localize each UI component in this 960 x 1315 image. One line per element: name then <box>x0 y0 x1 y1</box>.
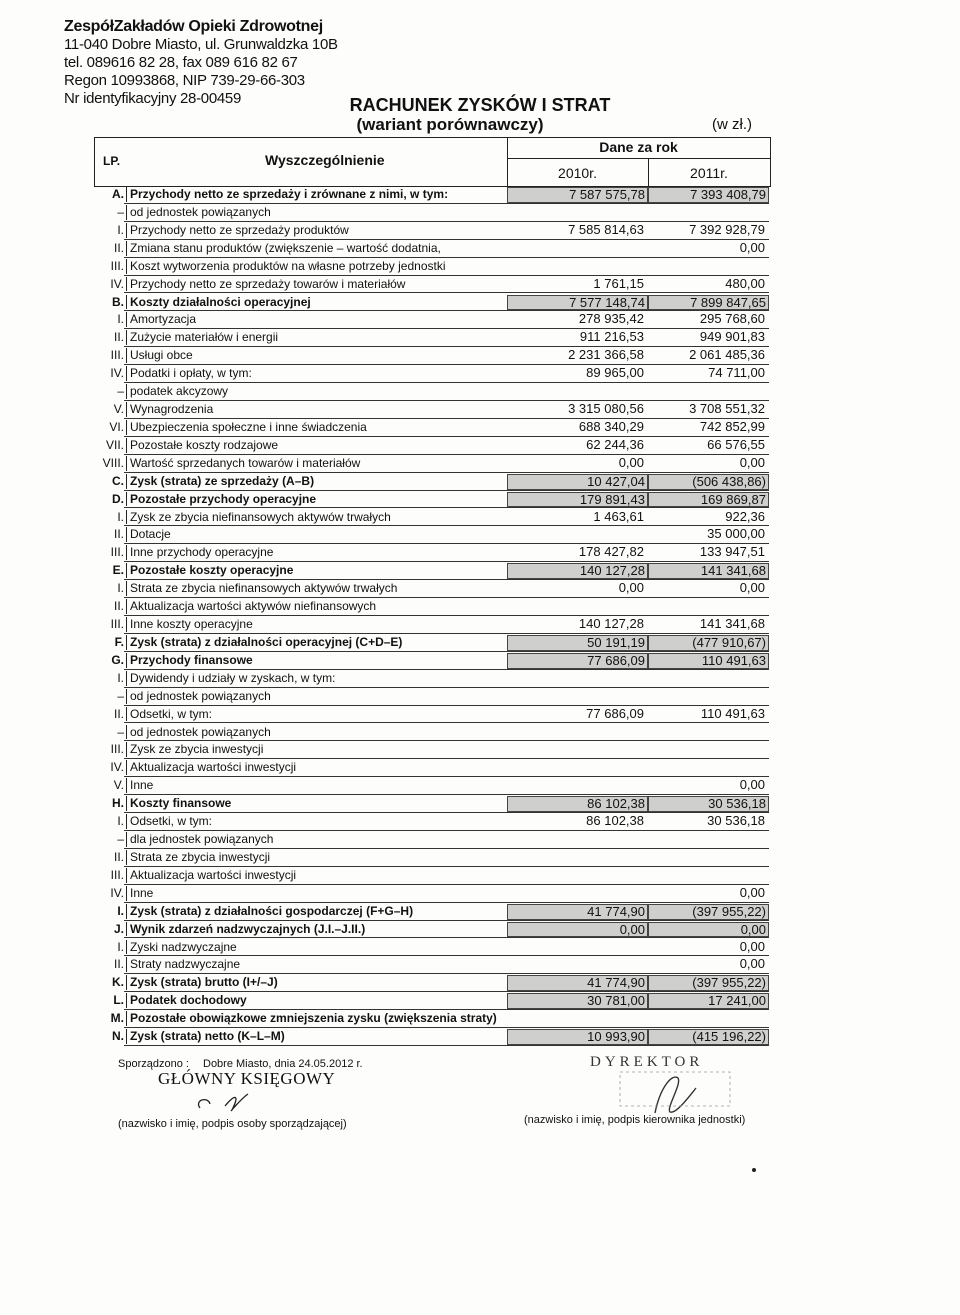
table-row <box>94 258 769 276</box>
row-code: III. <box>110 348 124 363</box>
row-divider <box>124 1045 769 1046</box>
value-2010: 688 340,29 <box>578 418 644 434</box>
table-row <box>94 939 769 957</box>
value-2010: 10 993,90 <box>507 1029 648 1045</box>
row-code: – <box>117 688 124 703</box>
table-row <box>94 759 769 777</box>
row-code: B. <box>112 294 124 309</box>
org-id: Nr identyfikacyjny 28-00459 <box>64 90 241 107</box>
value-2010: 86 102,38 <box>507 796 648 812</box>
row-description: Odsetki, w tym: <box>126 707 212 722</box>
row-description: Przychody netto ze sprzedaży produktów <box>126 223 349 238</box>
caption-left: (nazwisko i imię, podpis osoby sporządzającej) <box>118 1118 347 1130</box>
row-code: – <box>117 204 124 219</box>
value-2010 <box>507 940 646 954</box>
table-row <box>94 222 769 240</box>
row-code: III. <box>110 867 124 882</box>
value-2011: 110 491,63 <box>648 653 769 669</box>
value-2010: 7 577 148,74 <box>507 295 648 311</box>
table-row <box>94 419 769 437</box>
value-2011 <box>648 384 767 398</box>
row-description: Zyski nadzwyczajne <box>126 940 237 955</box>
value-2010 <box>507 957 646 971</box>
row-description: Pozostałe koszty rodzajowe <box>126 438 278 453</box>
chief-accountant-stamp: GŁÓWNY KSIĘGOWY <box>158 1069 336 1088</box>
value-2010 <box>507 527 646 541</box>
row-description: Zysk (strata) z działalności operacyjnej (C+D–E) <box>126 635 402 650</box>
value-2011: 2 061 485,36 <box>689 347 765 363</box>
row-description: Aktualizacja wartości aktywów niefinansowych <box>126 599 376 614</box>
value-2011: (397 955,22) <box>648 975 769 991</box>
value-2010: 77 686,09 <box>507 653 648 669</box>
table-row <box>94 240 769 258</box>
row-description: Wynagrodzenia <box>126 402 213 417</box>
value-2010: 278 935,42 <box>578 311 644 327</box>
value-2011: 30 536,18 <box>707 813 765 829</box>
value-2011 <box>648 742 767 756</box>
row-code: I. <box>117 903 124 918</box>
value-2011: 0,00 <box>739 884 765 900</box>
row-code: N. <box>112 1029 124 1044</box>
row-description: Zysk (strata) ze sprzedaży (A–B) <box>126 474 314 489</box>
row-code: VI. <box>109 419 124 434</box>
header-data-period: Dane za rok <box>599 139 678 155</box>
value-2011: (477 910,67) <box>648 635 769 651</box>
row-description: Strata ze zbycia niefinansowych aktywów trwałych <box>126 581 397 596</box>
table-row <box>94 473 769 491</box>
org-name: ZespółZakładów Opieki Zdrowotnej <box>64 18 323 35</box>
value-2010: 1 463,61 <box>593 508 644 524</box>
table-row <box>94 795 769 813</box>
row-description: Pozostałe koszty operacyjne <box>126 563 293 578</box>
value-2011 <box>648 689 767 703</box>
row-code: II. <box>113 599 124 614</box>
row-description: Aktualizacja wartości inwestycji <box>126 760 296 775</box>
row-code: F. <box>114 634 124 649</box>
row-description: od jednostek powiązanych <box>126 725 271 740</box>
value-2010: 86 102,38 <box>586 813 644 829</box>
value-2011: 0,00 <box>648 922 769 938</box>
value-2011: 141 341,68 <box>648 563 769 579</box>
value-2010 <box>507 832 646 846</box>
value-2011: 949 901,83 <box>699 329 765 345</box>
signature-left <box>180 1088 290 1118</box>
value-2010: 62 244,36 <box>586 436 644 452</box>
value-2010 <box>507 689 646 703</box>
signature-right <box>600 1068 740 1118</box>
row-description: Amortyzacja <box>126 312 196 327</box>
row-code: IV. <box>110 760 124 775</box>
value-2011: 3 708 551,32 <box>689 401 765 416</box>
row-code: J. <box>113 921 124 936</box>
value-2011 <box>648 205 767 219</box>
value-2010: 3 315 080,56 <box>568 401 644 416</box>
row-code: I. <box>117 939 124 954</box>
header-year-2011: 2011r. <box>690 165 728 181</box>
row-code: IV. <box>110 885 124 900</box>
row-description: Pozostałe przychody operacyjne <box>126 492 316 507</box>
currency-unit: (w zł.) <box>712 116 752 133</box>
row-code: II. <box>113 849 124 864</box>
table-row <box>94 455 769 473</box>
value-2010 <box>507 778 646 792</box>
value-2011: 133 947,51 <box>699 544 765 560</box>
table-row <box>94 276 769 294</box>
value-2010: 7 585 814,63 <box>568 221 644 237</box>
table-row <box>94 437 769 455</box>
row-code: E. <box>112 563 124 578</box>
table-row <box>94 186 769 204</box>
table-row <box>94 204 769 222</box>
value-2011 <box>648 850 767 864</box>
value-2010: 41 774,90 <box>507 904 648 920</box>
row-code: – <box>117 724 124 739</box>
row-code: II. <box>113 706 124 721</box>
value-2010: 1 761,15 <box>593 275 644 291</box>
table-row <box>94 562 769 580</box>
row-description: Zysk ze zbycia inwestycji <box>126 742 263 757</box>
value-2011: 0,00 <box>739 239 765 255</box>
value-2010: 77 686,09 <box>586 705 644 721</box>
row-code: G. <box>111 652 124 667</box>
value-2010 <box>507 241 646 255</box>
row-code: – <box>117 832 124 846</box>
value-2011: 480,00 <box>725 275 765 291</box>
value-2010 <box>507 205 646 219</box>
table-row <box>94 544 769 562</box>
row-code: M. <box>110 1011 124 1026</box>
value-2010: 0,00 <box>507 922 648 938</box>
value-2011: 169 869,87 <box>648 492 769 508</box>
value-2011 <box>648 1011 767 1025</box>
value-2010: 140 127,28 <box>578 616 644 631</box>
row-description: Dywidendy i udziały w zyskach, w tym: <box>126 671 335 686</box>
value-2011: 74 711,00 <box>708 365 765 381</box>
table-row <box>94 1010 769 1028</box>
row-description: Inne <box>126 778 153 793</box>
value-2010 <box>507 725 646 739</box>
table-row <box>94 777 769 795</box>
table-row <box>94 867 769 885</box>
table-row <box>94 724 769 742</box>
row-code: VIII. <box>102 455 124 470</box>
row-description: Przychody finansowe <box>126 653 253 668</box>
row-code: I. <box>117 509 124 524</box>
row-description: Inne <box>126 886 153 901</box>
value-2011: 7 393 408,79 <box>648 187 769 203</box>
row-description: Aktualizacja wartości inwestycji <box>126 868 296 883</box>
row-description: dla jednostek powiązanych <box>126 832 273 847</box>
value-2011: 0,00 <box>739 956 765 972</box>
table-row <box>94 992 769 1010</box>
value-2011: 30 536,18 <box>648 796 769 812</box>
table-row <box>94 347 769 365</box>
row-description: Usługi obce <box>126 348 193 363</box>
value-2010 <box>507 1011 646 1025</box>
row-description: od jednostek powiązanych <box>126 205 271 220</box>
table-row <box>94 365 769 383</box>
row-code: III. <box>110 742 124 757</box>
prepared-by-label: Sporządzono : <box>118 1058 189 1070</box>
row-code: I. <box>117 814 124 829</box>
row-code: III. <box>110 617 124 631</box>
value-2010 <box>507 760 646 774</box>
value-2011: 110 491,63 <box>700 705 765 721</box>
value-2010: 2 231 366,58 <box>568 347 644 363</box>
value-2011 <box>648 259 767 273</box>
value-2010: 911 216,53 <box>579 329 644 345</box>
caption-right: (nazwisko i imię, podpis kierownika jednostki) <box>524 1114 746 1126</box>
table-row <box>94 383 769 401</box>
value-2010: 0,00 <box>618 454 644 470</box>
row-description: Koszty działalności operacyjnej <box>126 295 311 310</box>
row-code: K. <box>112 975 124 990</box>
table-row <box>94 849 769 867</box>
table-row <box>94 311 769 329</box>
row-code: – <box>117 384 124 399</box>
row-code: C. <box>112 473 124 488</box>
row-code: II. <box>113 957 124 972</box>
document-subtitle: (wariant porównawczy) <box>356 115 544 134</box>
org-phone: tel. 089616 82 28, fax 089 616 82 67 <box>64 54 298 71</box>
value-2010: 178 427,82 <box>578 544 644 560</box>
org-regon: Regon 10993868, NIP 739-29-66-303 <box>64 72 305 89</box>
row-description: Koszty finansowe <box>126 796 231 811</box>
table-row <box>94 670 769 688</box>
value-2010: 30 781,00 <box>507 993 648 1009</box>
table-row <box>94 706 769 724</box>
value-2010: 41 774,90 <box>507 975 648 991</box>
value-2010 <box>507 671 646 685</box>
row-code: I. <box>117 222 124 237</box>
table-row <box>94 741 769 759</box>
value-2011: 7 392 928,79 <box>689 221 765 237</box>
value-2011 <box>648 760 767 774</box>
row-code: D. <box>112 491 124 506</box>
table-row <box>94 616 769 634</box>
value-2011: 742 852,99 <box>699 418 765 434</box>
value-2011: 17 241,00 <box>648 993 769 1009</box>
row-code: IV. <box>110 366 124 381</box>
row-description: podatek akcyzowy <box>126 384 228 399</box>
row-code: VII. <box>105 437 124 452</box>
value-2011: (397 955,22) <box>648 904 769 920</box>
value-2010: 7 587 575,78 <box>507 187 648 203</box>
org-address: 11-040 Dobre Miasto, ul. Grunwaldzka 10B <box>64 36 338 53</box>
row-code: V. <box>113 778 124 793</box>
value-2011: 922,36 <box>725 508 765 524</box>
table-row <box>94 329 769 347</box>
row-description: Odsetki, w tym: <box>126 814 212 829</box>
row-description: Inne koszty operacyjne <box>126 617 253 632</box>
value-2011: 0,00 <box>739 777 765 793</box>
value-2011 <box>648 832 767 846</box>
value-2011: 66 576,55 <box>707 436 765 452</box>
value-2010 <box>507 742 646 756</box>
row-description: Zmiana stanu produktów (zwiększenie – wartość dodatnia, <box>126 241 441 256</box>
row-description: Koszt wytworzenia produktów na własne potrzeby jednostki <box>126 259 446 274</box>
row-description: Straty nadzwyczajne <box>126 957 240 972</box>
table-row <box>94 634 769 652</box>
header-description: Wyszczególnienie <box>265 152 385 168</box>
row-description: Zużycie materiałów i energii <box>126 330 278 345</box>
table-row <box>94 294 769 312</box>
table-row <box>94 831 769 849</box>
row-code: I. <box>117 312 124 327</box>
prepared-date: Dobre Miasto, dnia 24.05.2012 r. <box>203 1058 363 1070</box>
row-code: II. <box>113 240 124 255</box>
value-2011 <box>648 599 767 613</box>
row-description: Zysk ze zbycia niefinansowych aktywów trwałych <box>126 510 391 525</box>
value-2011: 0,00 <box>739 938 765 954</box>
row-description: Podatek dochodowy <box>126 993 247 1008</box>
value-2010: 50 191,19 <box>507 635 648 651</box>
table-row <box>94 401 769 419</box>
row-code: I. <box>117 581 124 596</box>
header-year-2010: 2010r. <box>558 165 597 181</box>
row-code: I. <box>117 670 124 685</box>
value-2010 <box>507 384 646 398</box>
row-code: II. <box>113 330 124 345</box>
table-row <box>94 921 769 939</box>
value-2011: 35 000,00 <box>707 526 765 542</box>
value-2010 <box>507 599 646 613</box>
row-code: III. <box>110 258 124 273</box>
value-2011: (506 438,86) <box>648 474 769 490</box>
row-code: III. <box>110 545 124 560</box>
table-row <box>94 956 769 974</box>
table-row <box>94 598 769 616</box>
table-row <box>94 526 769 544</box>
row-code: H. <box>112 796 124 811</box>
director-stamp: DYREKTOR <box>590 1054 704 1070</box>
row-code: L. <box>113 993 124 1008</box>
table-row <box>94 813 769 831</box>
row-code: II. <box>113 527 124 542</box>
document-title: RACHUNEK ZYSKÓW I STRAT <box>349 95 611 115</box>
value-2010 <box>507 886 646 900</box>
table-row <box>94 903 769 921</box>
table-row <box>94 580 769 598</box>
value-2010: 89 965,00 <box>586 365 644 381</box>
speck <box>752 1168 756 1172</box>
row-description: Inne przychody operacyjne <box>126 545 273 560</box>
row-description: Zysk (strata) netto (K–L–M) <box>126 1029 285 1044</box>
value-2011 <box>648 868 767 882</box>
value-2010: 140 127,28 <box>507 563 648 579</box>
row-description: Zysk (strata) z działalności gospodarczej (F+G–H) <box>126 904 413 919</box>
row-description: od jednostek powiązanych <box>126 689 271 704</box>
row-description: Pozostałe obowiązkowe zmniejszenia zysku (zwiększenia straty) <box>126 1011 497 1026</box>
value-2011: 141 341,68 <box>699 616 765 631</box>
value-2011: 0,00 <box>739 454 765 470</box>
table-row <box>94 652 769 670</box>
row-description: Przychody netto ze sprzedaży towarów i materiałów <box>126 277 405 292</box>
row-code: IV. <box>110 276 124 291</box>
row-code: A. <box>112 187 124 201</box>
table-row <box>94 509 769 527</box>
table-row <box>94 885 769 903</box>
value-2010 <box>507 850 646 864</box>
row-description: Podatki i opłaty, w tym: <box>126 366 252 381</box>
value-2010 <box>507 259 646 273</box>
row-description: Dotacje <box>126 527 171 542</box>
value-2011 <box>648 725 767 739</box>
value-2011: (415 196,22) <box>648 1029 769 1045</box>
row-description: Przychody netto ze sprzedaży i zrównane z nimi, w tym: <box>126 187 448 202</box>
value-2010: 10 427,04 <box>507 474 648 490</box>
table-row <box>94 688 769 706</box>
table-row <box>94 974 769 992</box>
value-2010: 179 891,43 <box>507 492 648 508</box>
row-description: Strata ze zbycia inwestycji <box>126 850 270 865</box>
value-2011: 7 899 847,65 <box>648 295 769 311</box>
row-description: Zysk (strata) brutto (I+/–J) <box>126 975 278 990</box>
value-2011: 0,00 <box>739 580 765 596</box>
value-2011: 295 768,60 <box>699 311 765 327</box>
header-lp: LP. <box>103 154 121 168</box>
row-description: Wartość sprzedanych towarów i materiałów <box>126 456 360 471</box>
table-row <box>94 491 769 509</box>
row-code: V. <box>113 402 124 416</box>
row-description: Ubezpieczenia społeczne i inne świadczenia <box>126 420 367 435</box>
row-description: Wynik zdarzeń nadzwyczajnych (J.I.–J.II.) <box>126 922 365 937</box>
value-2010: 0,00 <box>618 580 644 596</box>
value-2011 <box>648 671 767 685</box>
value-2010 <box>507 868 646 882</box>
table-row <box>94 1028 769 1046</box>
